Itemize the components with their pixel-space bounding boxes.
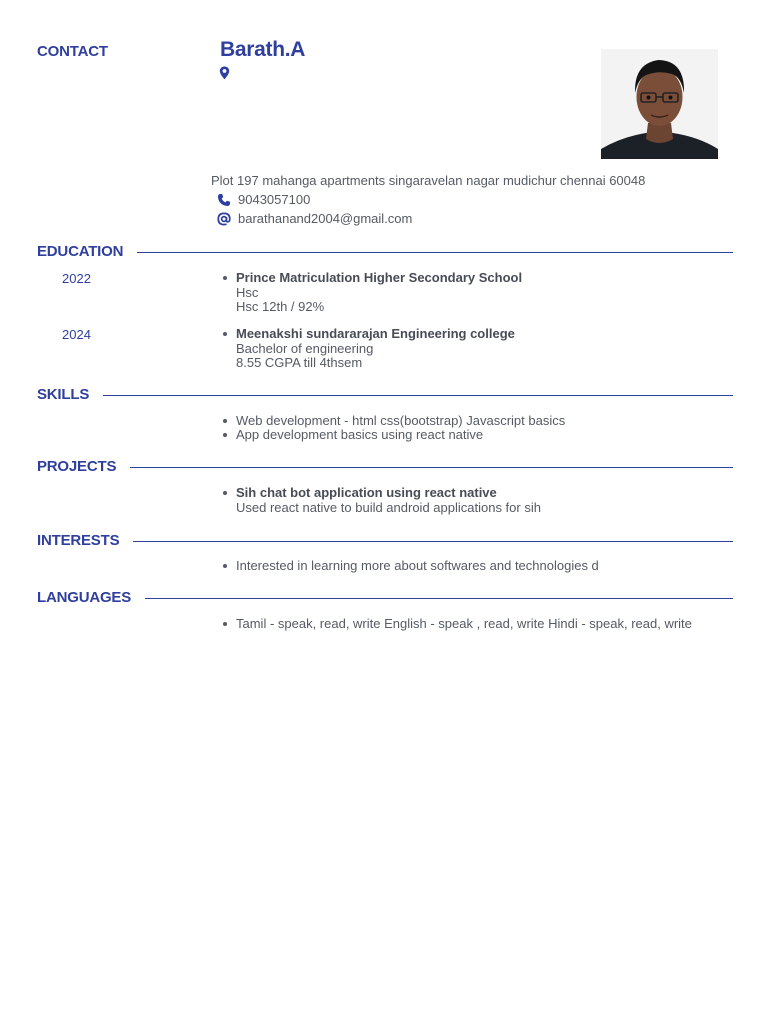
location-pin-icon bbox=[219, 66, 230, 80]
section-title: INTERESTS bbox=[37, 531, 120, 549]
section-title: LANGUAGES bbox=[37, 588, 132, 606]
language-text: Tamil - speak, read, write English - speak , read, write Hindi - speak, read, write bbox=[236, 616, 692, 631]
section-title: PROJECTS bbox=[37, 457, 117, 475]
degree-text: Hsc bbox=[236, 284, 259, 300]
skill-text: App development basics using react native bbox=[236, 427, 484, 442]
education-entry bbox=[236, 327, 515, 371]
bullet bbox=[223, 622, 227, 626]
project-item bbox=[236, 486, 541, 515]
email-text: barathanand2004@gmail.com bbox=[238, 211, 413, 226]
language-item bbox=[236, 617, 692, 632]
school-name: Meenakshi sundararajan Engineering college bbox=[236, 326, 515, 341]
section-divider bbox=[103, 395, 733, 396]
project-description: Used react native to build android applications for sih bbox=[236, 499, 541, 515]
skill-text: Web development - html css(bootstrap) Javascript basics bbox=[236, 413, 566, 428]
section-title: EDUCATION bbox=[37, 242, 124, 260]
school-name: Prince Matriculation Higher Secondary School bbox=[236, 270, 523, 285]
education-entry bbox=[236, 271, 522, 315]
address-text: Plot 197 mahanga apartments singaravelan nagar mudichur chennai 60048 bbox=[211, 173, 646, 188]
bullet bbox=[223, 564, 227, 568]
phone-icon bbox=[217, 193, 231, 207]
bullet bbox=[223, 332, 227, 336]
education-year: 2024 bbox=[62, 327, 91, 342]
section-interests bbox=[37, 530, 733, 550]
project-title: Sih chat bot application using react native bbox=[236, 485, 497, 500]
bullet bbox=[223, 276, 227, 280]
section-projects bbox=[37, 456, 733, 476]
interest-item bbox=[236, 559, 599, 574]
contact-label: CONTACT bbox=[37, 43, 108, 60]
section-divider bbox=[145, 598, 733, 599]
bullet bbox=[223, 491, 227, 495]
candidate-name: Barath.A bbox=[220, 38, 306, 61]
phone-text: 9043057100 bbox=[238, 192, 311, 207]
result-text: Hsc 12th / 92% bbox=[236, 299, 325, 314]
result-text: 8.55 CGPA till 4thsem bbox=[236, 355, 363, 370]
section-divider bbox=[137, 252, 733, 253]
section-education bbox=[37, 241, 733, 261]
bullet bbox=[223, 433, 227, 437]
section-divider bbox=[133, 541, 733, 542]
section-languages bbox=[37, 587, 733, 607]
interest-text: Interested in learning more about softwares and technologies d bbox=[236, 558, 599, 573]
email-at-icon bbox=[217, 212, 231, 226]
degree-text: Bachelor of engineering bbox=[236, 340, 374, 356]
bullet bbox=[223, 419, 227, 423]
skill-item bbox=[236, 428, 483, 443]
section-skills bbox=[37, 384, 733, 404]
profile-photo bbox=[601, 49, 718, 159]
education-year: 2022 bbox=[62, 271, 91, 286]
section-title: SKILLS bbox=[37, 385, 90, 403]
section-divider bbox=[130, 467, 733, 468]
